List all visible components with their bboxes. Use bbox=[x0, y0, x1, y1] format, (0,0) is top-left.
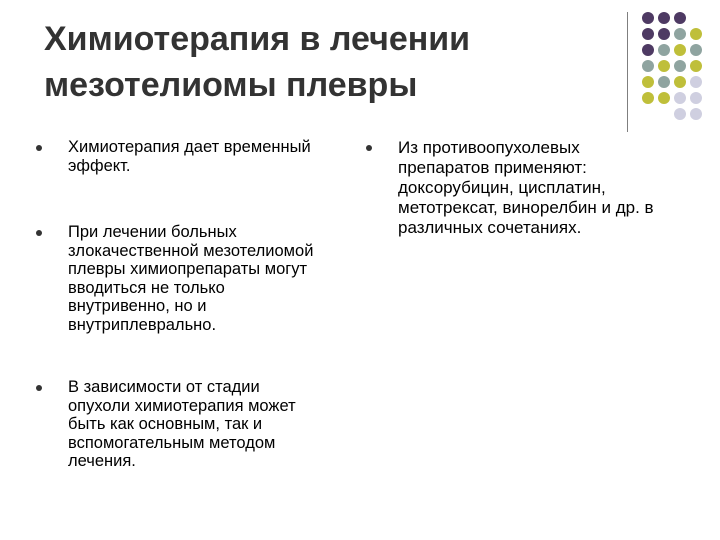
list-item bbox=[36, 378, 326, 471]
bullet-text: Из противоопухолевых препаратов применяют: доксорубицин, цисплатин, метотрексат, винорелбин и др. в различных сочетаниях. bbox=[398, 138, 654, 237]
dot bbox=[674, 44, 686, 56]
list-item bbox=[36, 138, 326, 175]
title-line-1: Химиотерапия в лечении bbox=[44, 20, 471, 58]
slide-title bbox=[44, 16, 604, 108]
left-bullet-list bbox=[36, 138, 326, 515]
dot bbox=[642, 44, 654, 56]
divider-line bbox=[627, 12, 628, 132]
bullet-dot bbox=[36, 230, 42, 236]
dot bbox=[658, 92, 670, 104]
bullet-dot bbox=[36, 385, 42, 391]
dot bbox=[658, 28, 670, 40]
dot bbox=[658, 76, 670, 88]
dot bbox=[690, 92, 702, 104]
bullet-dot bbox=[366, 145, 372, 151]
list-item bbox=[36, 223, 326, 334]
right-bullet-list bbox=[366, 138, 666, 282]
dot bbox=[642, 60, 654, 72]
dot bbox=[690, 28, 702, 40]
decorative-dot-grid bbox=[640, 10, 720, 120]
bullet-dot bbox=[36, 145, 42, 151]
dot bbox=[690, 44, 702, 56]
dot bbox=[690, 108, 702, 120]
dot bbox=[690, 76, 702, 88]
dot bbox=[642, 92, 654, 104]
dot bbox=[674, 28, 686, 40]
dot bbox=[674, 12, 686, 24]
dot bbox=[674, 76, 686, 88]
bullet-text: При лечении больных злокачественной мезотелиомой плевры химиопрепараты могут вводиться не только внутривенно, но и внутриплеврально. bbox=[68, 223, 314, 334]
dot bbox=[674, 92, 686, 104]
dot bbox=[658, 44, 670, 56]
dot bbox=[674, 60, 686, 72]
dot bbox=[658, 12, 670, 24]
title-line-2: мезотелиомы плевры bbox=[44, 66, 418, 104]
dot bbox=[658, 60, 670, 72]
dot bbox=[690, 60, 702, 72]
dot bbox=[674, 108, 686, 120]
dot bbox=[642, 76, 654, 88]
bullet-text: В зависимости от стадии опухоли химиотерапия может быть как основным, так и вспомогательным методом лечения. bbox=[68, 378, 296, 470]
bullet-text: Химиотерапия дает временный эффект. bbox=[68, 138, 311, 175]
dot bbox=[642, 12, 654, 24]
dot bbox=[642, 28, 654, 40]
list-item bbox=[366, 138, 666, 238]
